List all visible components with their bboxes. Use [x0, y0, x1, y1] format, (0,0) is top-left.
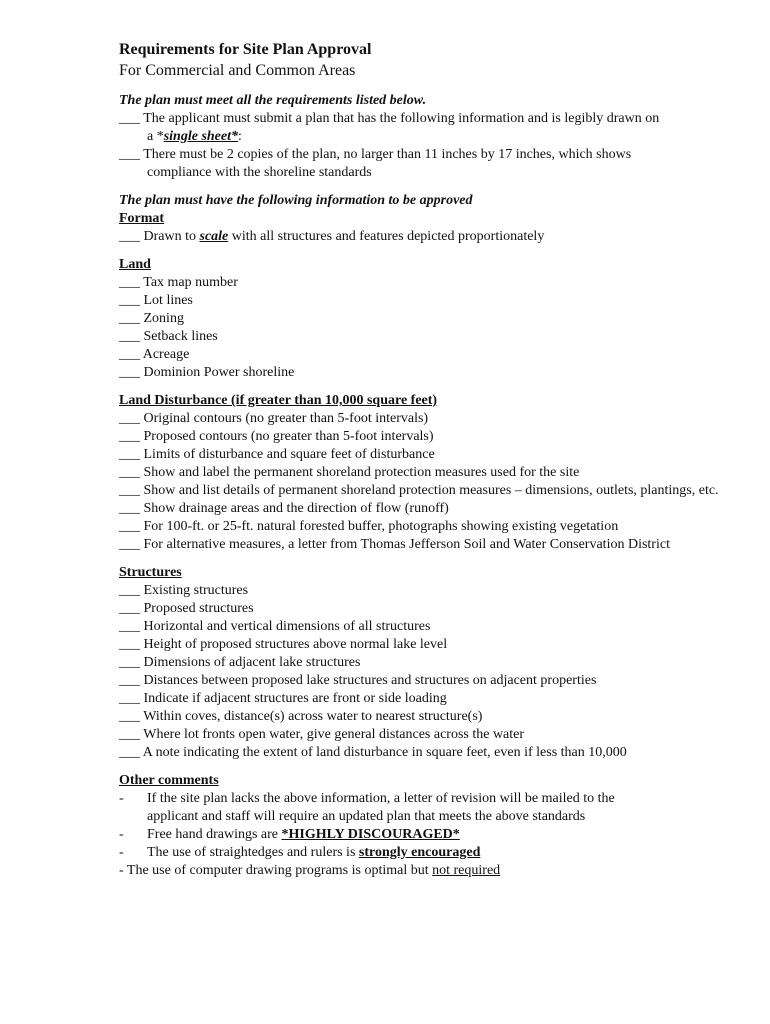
checkbox-blank: ___: [119, 583, 140, 598]
structures-item-label: Dimensions of adjacent lake structures: [143, 655, 361, 670]
intro-item2-text-b: compliance with the shoreline standards: [147, 165, 372, 180]
land-item-label: Zoning: [143, 311, 184, 326]
land-disturbance-item-label: Show drainage areas and the direction of flow (runoff): [143, 501, 449, 516]
structures-item: [119, 708, 719, 726]
checkbox-blank: ___: [119, 365, 140, 380]
checkbox-blank: ___: [119, 655, 140, 670]
checkbox-blank: ___: [119, 691, 140, 706]
checkbox-blank: ___: [119, 483, 140, 498]
land-item: [119, 274, 719, 292]
checkbox-blank: ___: [119, 329, 140, 344]
land-disturbance-item-label: For 100-ft. or 25-ft. natural forested buffer, photographs showing existing vegetation: [143, 519, 619, 534]
land-disturbance-item-label: Show and list details of permanent shoreland protection measures – dimensions, outlets, plantings, etc.: [143, 483, 719, 498]
dash-marker: -: [119, 827, 124, 842]
land-item: [119, 346, 719, 364]
land-item-label: Acreage: [142, 347, 190, 362]
document-page: [119, 40, 719, 880]
checkbox-blank: ___: [119, 501, 140, 516]
structures-item: [119, 690, 719, 708]
structures-list: [119, 582, 719, 762]
checkbox-blank: ___: [119, 111, 140, 126]
land-disturbance-heading: Land Disturbance (if greater than 10,000 square feet): [119, 393, 438, 408]
intro-item-copies: [119, 146, 719, 182]
page-subtitle: For Commercial and Common Areas: [119, 62, 356, 79]
intro-item2-text-a: There must be 2 copies of the plan, no larger than 11 inches by 17 inches, which shows: [143, 147, 632, 162]
structures-heading: Structures: [119, 565, 182, 580]
land-item-label: Tax map number: [143, 275, 238, 290]
comment4-emph: not required: [432, 863, 501, 878]
land-item-label: Dominion Power shoreline: [143, 365, 295, 380]
checkbox-blank: ___: [119, 519, 140, 534]
structures-item: [119, 600, 719, 618]
comment3-emph: strongly encouraged: [358, 845, 481, 860]
structures-item-label: Horizontal and vertical dimensions of all structures: [143, 619, 431, 634]
comment-item: [119, 826, 719, 844]
land-disturbance-item: [119, 482, 719, 500]
land-disturbance-item: [119, 464, 719, 482]
comment4-pre: - The use of computer drawing programs is optimal but: [119, 863, 433, 878]
land-disturbance-item: [119, 500, 719, 518]
comment1-line-a: If the site plan lacks the above information, a letter of revision will be mailed to the: [147, 791, 615, 806]
comment-item: [119, 862, 719, 880]
dash-marker: -: [119, 845, 124, 860]
checkbox-blank: ___: [119, 673, 140, 688]
checkbox-blank: ___: [119, 311, 140, 326]
format-heading: Format: [119, 211, 165, 226]
structures-item-label: Within coves, distance(s) across water to nearest structure(s): [143, 709, 483, 724]
land-disturbance-item: [119, 410, 719, 428]
checkbox-blank: ___: [119, 447, 140, 462]
land-disturbance-item-label: Original contours (no greater than 5-foot intervals): [143, 411, 429, 426]
land-disturbance-item-label: Show and label the permanent shoreland protection measures used for the site: [143, 465, 580, 480]
structures-item: [119, 726, 719, 744]
land-item: [119, 364, 719, 382]
checkbox-blank: ___: [119, 637, 140, 652]
land-list: [119, 274, 719, 382]
comment-item: [119, 790, 719, 826]
land-heading: Land: [119, 257, 151, 272]
checkbox-blank: ___: [119, 619, 140, 634]
land-disturbance-item: [119, 536, 719, 554]
structures-item-label: Where lot fronts open water, give general distances across the water: [143, 727, 525, 742]
land-disturbance-item: [119, 428, 719, 446]
format-item-pre: Drawn to: [143, 229, 200, 244]
land-disturbance-item-label: Limits of disturbance and square feet of disturbance: [143, 447, 435, 462]
other-comments-heading: Other comments: [119, 773, 219, 788]
checkbox-blank: ___: [119, 147, 140, 162]
intro-item1-text-b: a *: [147, 129, 164, 144]
intro-item1-text-c: :: [238, 129, 242, 144]
checkbox-blank: ___: [119, 537, 140, 552]
land-disturbance-item: [119, 446, 719, 464]
intro-heading: The plan must meet all the requirements listed below.: [119, 93, 427, 108]
structures-item-label: Height of proposed structures above normal lake level: [143, 637, 448, 652]
comment1-line-b: applicant and staff will require an updated plan that meets the above standards: [147, 809, 586, 824]
land-disturbance-item-label: For alternative measures, a letter from Thomas Jefferson Soil and Water Conservation District: [143, 537, 670, 552]
comment-item: [119, 844, 719, 862]
checkbox-blank: ___: [119, 465, 140, 480]
page-title: Requirements for Site Plan Approval: [119, 41, 372, 58]
structures-item-label: Proposed structures: [143, 601, 254, 616]
land-item: [119, 292, 719, 310]
land-disturbance-item-label: Proposed contours (no greater than 5-foot intervals): [143, 429, 434, 444]
comment3-pre: The use of straightedges and rulers is: [147, 845, 359, 860]
checkbox-blank: ___: [119, 347, 140, 362]
comment2-emph: *HIGHLY DISCOURAGED*: [281, 827, 460, 842]
checkbox-blank: ___: [119, 709, 140, 724]
structures-item: [119, 654, 719, 672]
checkbox-blank: ___: [119, 229, 140, 244]
checkbox-blank: ___: [119, 275, 140, 290]
land-item-label: Lot lines: [143, 293, 193, 308]
land-item: [119, 310, 719, 328]
checkbox-blank: ___: [119, 429, 140, 444]
format-item-emph: scale: [199, 229, 229, 244]
structures-item: [119, 744, 719, 762]
structures-item-label: Distances between proposed lake structures and structures on adjacent properties: [143, 673, 597, 688]
structures-item-label: Indicate if adjacent structures are front or side loading: [143, 691, 447, 706]
comment2-pre: Free hand drawings are: [147, 827, 282, 842]
structures-item: [119, 582, 719, 600]
checkbox-blank: ___: [119, 601, 140, 616]
checkbox-blank: ___: [119, 727, 140, 742]
checkbox-blank: ___: [119, 745, 140, 760]
intro-item1-emph: single sheet*: [163, 129, 238, 144]
dash-marker: -: [119, 791, 124, 806]
format-item-post: with all structures and features depicted proportionately: [228, 229, 545, 244]
land-item-label: Setback lines: [143, 329, 218, 344]
structures-item: [119, 636, 719, 654]
intro-item1-text-a: The applicant must submit a plan that has the following information and is legibly drawn on: [143, 111, 660, 126]
structures-item: [119, 618, 719, 636]
structures-item-label: Existing structures: [143, 583, 249, 598]
structures-item: [119, 672, 719, 690]
format-item-scale: [119, 228, 719, 246]
info-heading: The plan must have the following information to be approved: [119, 193, 473, 208]
land-disturbance-list: [119, 410, 719, 554]
checkbox-blank: ___: [119, 411, 140, 426]
land-disturbance-item: [119, 518, 719, 536]
checkbox-blank: ___: [119, 293, 140, 308]
land-item: [119, 328, 719, 346]
structures-item-label: A note indicating the extent of land disturbance in square feet, even if less than 10,000: [142, 745, 627, 760]
intro-item-submit-plan: [119, 110, 719, 146]
